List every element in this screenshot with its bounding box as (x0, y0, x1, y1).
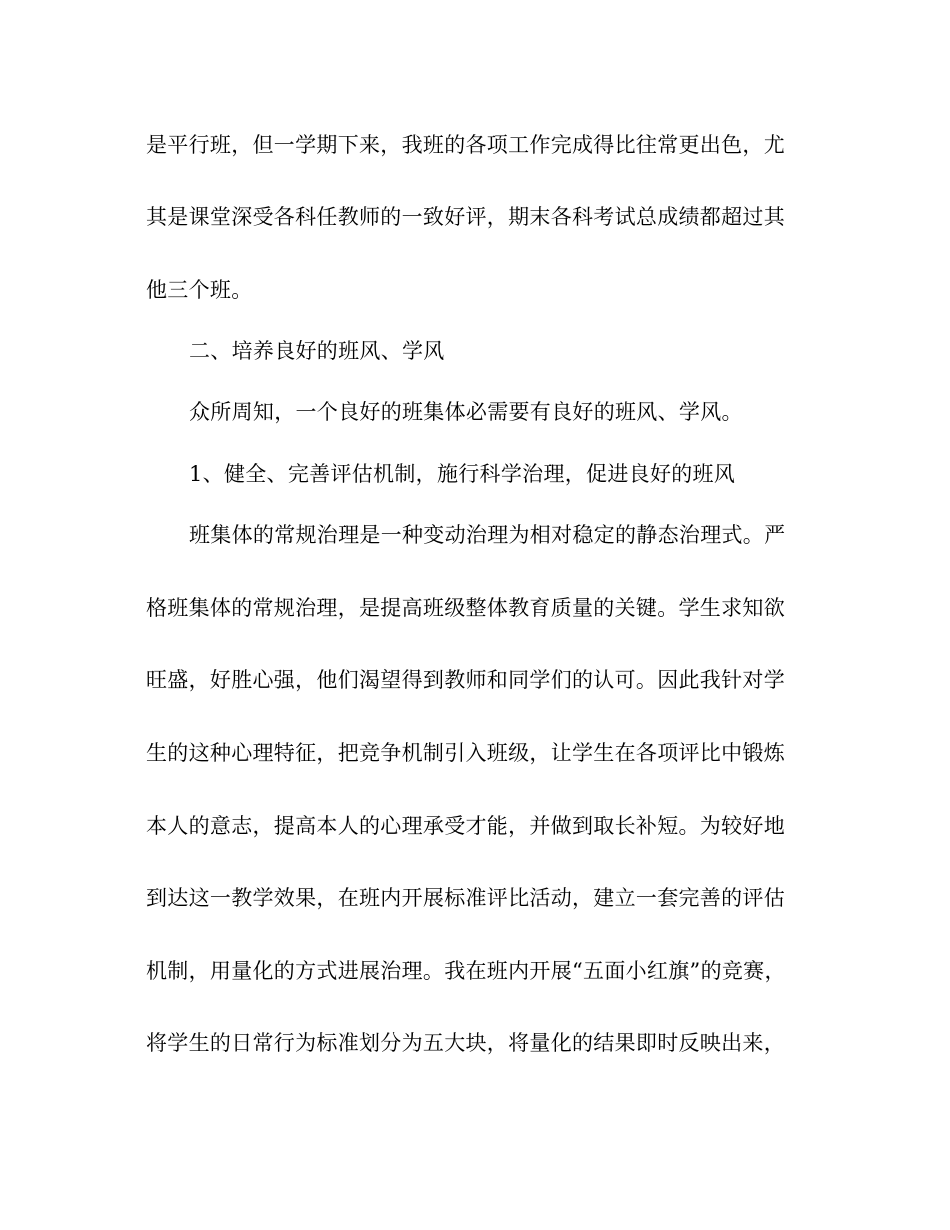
paragraph-line-10: 生的这种心理特征，把竞争机制引入班级，让学生在各项评比中锻炼 (146, 741, 785, 765)
paragraph-line-11: 本人的意志，提高本人的心理承受才能，并做到取长补短。为较好地 (146, 814, 785, 838)
paragraph-line-13: 机制，用量化的方式进展治理。我在班内开展“五面小红旗”的竞赛， (146, 959, 786, 983)
section-heading: 二、培养良好的班风、学风 (189, 339, 445, 363)
paragraph-line-3: 他三个班。 (146, 278, 253, 302)
paragraph-line-1: 是平行班，但一学期下来，我班的各项工作完成得比往常更出色，尤 (146, 133, 785, 157)
paragraph-line-14: 将学生的日常行为标准划分为五大块，将量化的结果即时反映出来， (146, 1031, 785, 1055)
paragraph-line-2: 其是课堂深受各科任教师的一致好评，期末各科考试总成绩都超过其 (146, 205, 785, 229)
subsection-heading: 1、健全、完善评估机制，施行科学治理，促进良好的班风 (189, 462, 736, 486)
paragraph-line-7: 班集体的常规治理是一种变动治理为相对稳定的静态治理式。严 (189, 523, 786, 547)
paragraph-line-8: 格班集体的常规治理，是提高班级整体教育质量的关键。学生求知欲 (146, 596, 785, 620)
paragraph-line-9: 旺盛，好胜心强，他们渴望得到教师和同学们的认可。因此我针对学 (146, 668, 785, 692)
paragraph-line-12: 到达这一教学效果，在班内开展标准评比活动，建立一套完善的评估 (146, 886, 785, 910)
paragraph-line-5: 众所周知，一个良好的班集体必需要有良好的班风、学风。 (189, 400, 743, 424)
